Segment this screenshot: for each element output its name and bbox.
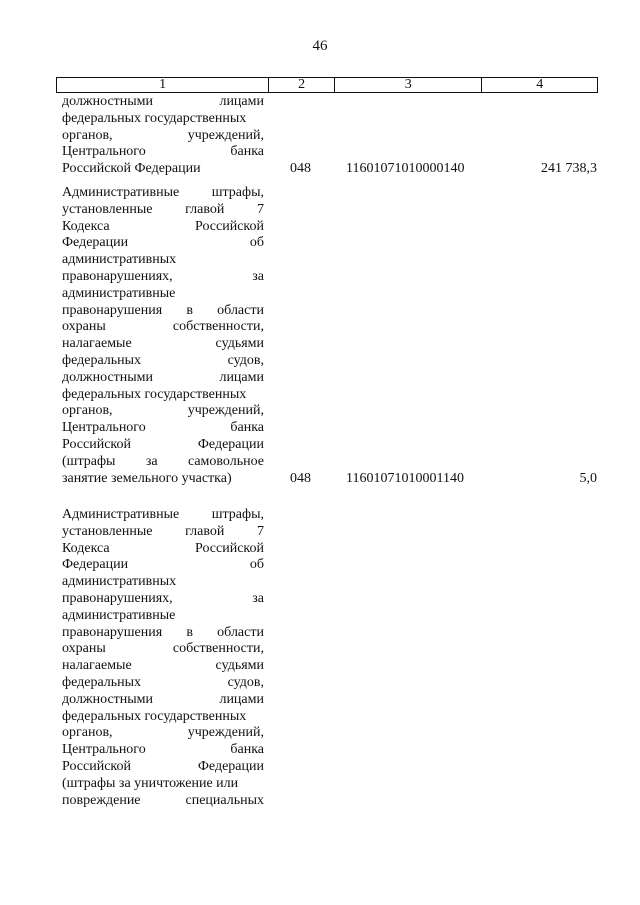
description-word: учреждений, [187,403,264,419]
row-code: 048 [290,161,311,177]
description-word: учреждений, [187,127,264,143]
description-word: (штрафы [62,453,116,469]
description-line [62,420,264,437]
description-line [62,161,264,178]
description-word: об [249,557,264,573]
description-word: главой [185,201,225,217]
page-number: 46 [312,38,328,54]
description-word: Российской [62,436,131,452]
description-word: Федерации [62,235,129,251]
description-word: Кодекса [62,218,110,234]
description-line [62,370,264,387]
description-line [62,692,264,709]
header-col-3: 3 [335,78,482,92]
description-word: банка [230,144,264,160]
description-word: Центрального [62,144,146,160]
description-line [62,641,264,658]
description-word: собственности, [172,641,264,657]
description-word: правонарушения [62,302,163,318]
description-line [62,591,264,608]
description-word: правонарушениях, [62,268,173,284]
description-line [62,759,264,776]
header-col-1: 1 [57,78,269,92]
description-word: штрафы, [211,185,264,200]
table-header [56,77,598,93]
description-line [62,709,264,726]
description-word: органов, [62,725,113,741]
description-line [62,742,264,759]
description-word: налагаемые [62,336,132,352]
header-col-2: 2 [269,78,335,92]
description-line [62,608,264,625]
description-word: административные [62,285,176,301]
header-col-4: 4 [536,77,544,92]
description-word: должностными [62,94,154,109]
description-line [62,387,264,404]
description-word: федеральных [62,674,142,690]
description-word: правонарушениях, [62,590,173,606]
description-line [62,776,264,793]
description-line [62,675,264,692]
description-word: судов, [227,352,264,368]
description-line [62,111,264,128]
description-word: Российской [195,218,264,234]
description-line [62,793,264,810]
description-line [62,303,264,320]
description-word: лицами [219,94,264,109]
description-word: налагаемые [62,658,132,674]
description-word: за [252,590,264,606]
row-description [62,185,264,487]
description-word: самовольное [187,453,264,469]
description-word: Кодекса [62,540,110,556]
description-line [62,353,264,370]
description-word: судьями [215,658,264,674]
description-word: должностными [62,369,154,385]
description-word: лицами [219,369,264,385]
description-word: федеральных государственных [62,386,247,402]
description-line [62,625,264,642]
row-amount: 241 738,3 [541,161,597,177]
description-line [62,286,264,303]
description-line [62,219,264,236]
description-word: 7 [256,201,264,217]
description-word: судьями [215,336,264,352]
description-word: области [217,302,264,318]
description-line [62,557,264,574]
description-word: в [186,302,193,318]
description-line [62,541,264,558]
description-word: банка [230,420,264,436]
description-word: в [186,624,193,640]
description-line [62,144,264,161]
description-line [62,319,264,336]
description-line [62,235,264,252]
description-word: административных [62,574,177,590]
description-word: охраны [62,641,106,657]
description-word: штрафы, [211,507,264,522]
description-line [62,336,264,353]
description-line [62,725,264,742]
description-word: учреждений, [187,725,264,741]
description-word: федеральных [62,352,142,368]
description-word: главой [185,523,225,539]
description-line [62,658,264,675]
description-word: Федерации [62,557,129,573]
description-word: Российской [195,540,264,556]
description-line [62,403,264,420]
description-line [62,574,264,591]
description-word: Центрального [62,742,146,758]
description-line [62,252,264,269]
description-word: за [145,453,158,469]
description-word: федеральных государственных [62,708,247,724]
description-word: Административные [62,507,180,522]
description-line [62,507,264,524]
description-word: административных [62,252,177,268]
description-word: административные [62,607,176,623]
description-line [62,128,264,145]
description-word: области [217,624,264,640]
description-line [62,454,264,471]
description-word: повреждение [62,792,141,808]
description-word: установленные [62,523,153,539]
description-word: лицами [219,691,264,707]
description-word: 7 [256,523,264,539]
row-description [62,94,264,178]
description-line [62,437,264,454]
description-word: судов, [227,674,264,690]
description-word: правонарушения [62,624,163,640]
description-word: за [252,268,264,284]
description-word: охраны [62,319,106,335]
description-word: установленные [62,201,153,217]
description-word: Российской [62,758,131,774]
description-line [62,94,264,111]
description-word: Федерации [197,436,264,452]
description-line [62,524,264,541]
row-code: 048 [290,470,311,486]
description-word: об [249,235,264,251]
description-word: органов, [62,403,113,419]
row-description [62,507,264,809]
description-line [62,185,264,202]
description-word: должностными [62,691,154,707]
row-amount: 5,0 [579,470,597,486]
description-word: собственности, [172,319,264,335]
description-word: Административные [62,185,180,200]
description-word: специальных [185,792,264,808]
description-line [62,269,264,286]
description-word: Федерации [197,758,264,774]
description-word: банка [230,742,264,758]
description-word: федеральных государственных [62,110,247,126]
description-line [62,471,264,488]
description-word: (штрафы за уничтожение или [62,775,239,791]
description-word: Российской Федерации [62,161,201,177]
description-word: занятие земельного участка) [62,470,232,486]
description-word: органов, [62,127,113,143]
row-kbk: 11601071010000140 [346,161,465,177]
row-kbk: 11601071010001140 [346,470,464,486]
description-word: Центрального [62,420,146,436]
description-line [62,202,264,219]
